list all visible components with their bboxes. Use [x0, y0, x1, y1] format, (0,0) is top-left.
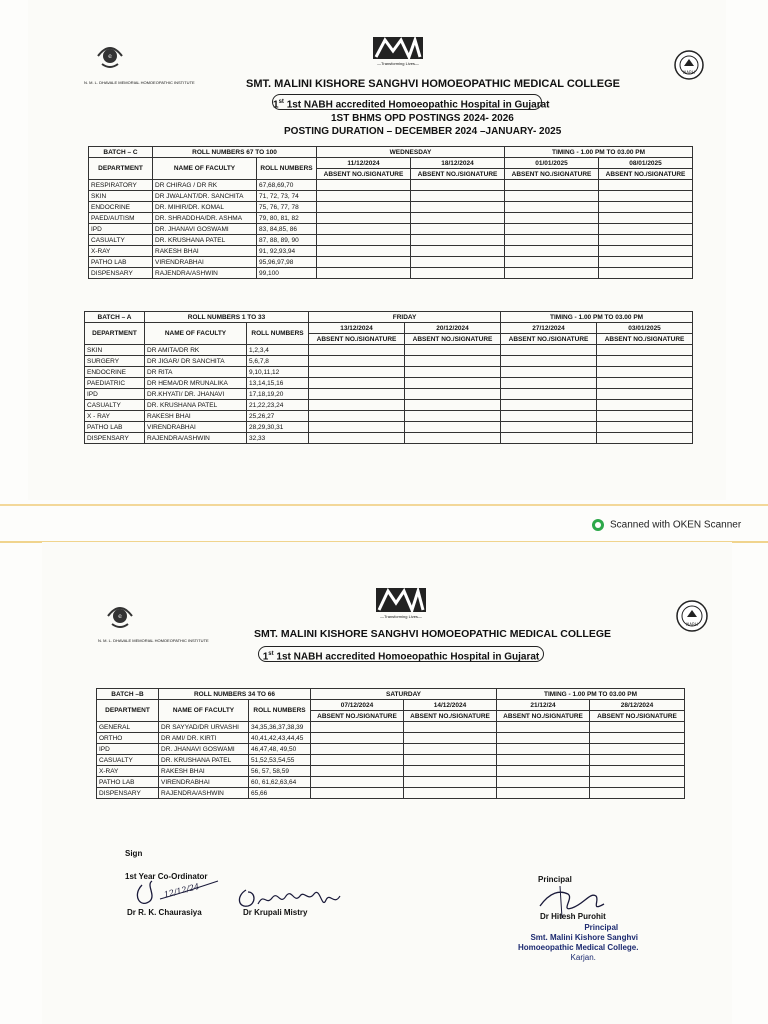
signature-cell[interactable] [597, 400, 693, 411]
signature-cell[interactable] [411, 268, 505, 279]
roll-cell: 83, 84,85, 86 [257, 224, 317, 235]
table-row [89, 202, 693, 213]
coordinator-signature-1 [134, 875, 226, 911]
roll-header: ROLL NUMBERS [249, 700, 311, 722]
signature-cell[interactable] [311, 788, 404, 799]
coordinator-name-2: Dr Krupali Mistry [243, 908, 308, 917]
faculty-cell: DR JWALANT/DR. SANCHITA [153, 191, 257, 202]
faculty-cell: DR. KRUSHANA PATEL [159, 755, 249, 766]
signature-cell[interactable] [317, 235, 411, 246]
svg-text:NABH: NABH [686, 622, 698, 627]
department-cell: CASUALTY [85, 400, 145, 411]
faculty-cell: DR HEMA/DR MRUNALIKA [145, 378, 247, 389]
nabh-tagline-text: 1st NABH accredited Homoeopathic Hospital in Gujarat [286, 99, 550, 111]
signature-cell[interactable] [411, 246, 505, 257]
absent-header: ABSENT NO./SIGNATURE [404, 711, 497, 722]
faculty-cell: RAKESH BHAI [159, 766, 249, 777]
signature-cell[interactable] [590, 788, 685, 799]
date-header: 18/12/2024 [411, 158, 505, 169]
signature-cell[interactable] [599, 213, 693, 224]
scan-edge [0, 504, 768, 506]
signature-cell[interactable] [599, 235, 693, 246]
batch-b-table [96, 688, 685, 799]
faculty-cell: RAKESH BHAI [153, 246, 257, 257]
signature-cell[interactable] [317, 268, 411, 279]
institute-logo [90, 44, 130, 74]
signature-cell[interactable] [317, 191, 411, 202]
department-header: DEPARTMENT [85, 323, 145, 345]
department-cell: DISPENSARY [97, 788, 159, 799]
signature-cell[interactable] [317, 202, 411, 213]
roll-cell: 9,10,11,12 [247, 367, 309, 378]
batch-label: BATCH – C [89, 147, 153, 158]
signature-cell[interactable] [405, 367, 501, 378]
department-cell: ENDOCRINE [89, 202, 153, 213]
signature-cell[interactable] [599, 257, 693, 268]
signature-cell[interactable] [404, 733, 497, 744]
department-cell: DISPENSARY [85, 433, 145, 444]
roll-cell: 28,29,30,31 [247, 422, 309, 433]
signature-cell[interactable] [309, 389, 405, 400]
signature-cell[interactable] [597, 411, 693, 422]
signature-cell[interactable] [501, 356, 597, 367]
date-header: 13/12/2024 [309, 323, 405, 334]
department-cell: PAED/AUTISM [89, 213, 153, 224]
roll-header: ROLL NUMBERS [257, 158, 317, 180]
batch-c-table [88, 146, 693, 279]
roll-cell: 60, 61,62,63,64 [249, 777, 311, 788]
absent-header: ABSENT NO./SIGNATURE [501, 334, 597, 345]
institute-logo [100, 604, 140, 634]
college-logo [373, 37, 423, 59]
signature-cell[interactable] [405, 433, 501, 444]
signature-cell[interactable] [497, 744, 590, 755]
table-row [89, 213, 693, 224]
batch-a-table [84, 311, 693, 444]
roll-range: ROLL NUMBERS 34 TO 66 [159, 689, 311, 700]
timing-label: TIMING - 1.00 PM TO 03.00 PM [497, 689, 685, 700]
day-label: SATURDAY [311, 689, 497, 700]
signature-cell[interactable] [501, 433, 597, 444]
sign-label: Sign [125, 849, 143, 858]
table-row [97, 777, 685, 788]
faculty-header: NAME OF FACULTY [145, 323, 247, 345]
faculty-cell: RAJENDRA/ASHWIN [159, 788, 249, 799]
roll-cell: 75, 76, 77, 78 [257, 202, 317, 213]
signature-cell[interactable] [590, 755, 685, 766]
signature-cell[interactable] [317, 257, 411, 268]
table-row [85, 367, 693, 378]
signature-cell[interactable] [404, 766, 497, 777]
roll-cell: 67,68,69,70 [257, 180, 317, 191]
nabh-seal [674, 50, 704, 80]
faculty-cell: DR AMITA/DR RK [145, 345, 247, 356]
roll-cell: 99,100 [257, 268, 317, 279]
nabh-tagline-text: 1st NABH accredited Homoeopathic Hospital in Gujarat [276, 651, 540, 663]
signature-cell[interactable] [405, 356, 501, 367]
date-header: 01/01/2025 [505, 158, 599, 169]
faculty-cell: VIRENDRABHAI [145, 422, 247, 433]
stamp-line: Smt. Malini Kishore Sanghvi [530, 933, 639, 942]
date-header: 14/12/2024 [404, 700, 497, 711]
date-header: 27/12/2024 [501, 323, 597, 334]
roll-cell: 71, 72, 73, 74 [257, 191, 317, 202]
table-row [85, 378, 693, 389]
signature-cell[interactable] [597, 433, 693, 444]
faculty-cell: RAJENDRA/ASHWIN [153, 268, 257, 279]
department-cell: ORTHO [97, 733, 159, 744]
department-cell: SURGERY [85, 356, 145, 367]
date-header: 21/12/24 [497, 700, 590, 711]
signature-cell[interactable] [405, 411, 501, 422]
roll-cell: 46,47,48, 49,50 [249, 744, 311, 755]
faculty-cell: DR.KHYATI/ DR. JHANAVI [145, 389, 247, 400]
signature-cell[interactable] [309, 400, 405, 411]
roll-cell: 91, 92,93,94 [257, 246, 317, 257]
date-header: 28/12/2024 [590, 700, 685, 711]
college-name: SMT. MALINI KISHORE SANGHVI HOMOEOPATHIC MEDICAL COLLEGE [254, 628, 612, 640]
signature-cell[interactable] [505, 235, 599, 246]
coordinator-name-1: Dr R. K. Chaurasiya [127, 908, 202, 917]
faculty-cell: DR CHIRAG / DR RK [153, 180, 257, 191]
signature-cell[interactable] [311, 777, 404, 788]
signature-cell[interactable] [497, 777, 590, 788]
signature-cell[interactable] [317, 224, 411, 235]
absent-header: ABSENT NO./SIGNATURE [497, 711, 590, 722]
table-row [97, 744, 685, 755]
department-header: DEPARTMENT [97, 700, 159, 722]
scanner-icon [592, 519, 604, 531]
faculty-cell: VIRENDRABHAI [159, 777, 249, 788]
department-cell: GENERAL [97, 722, 159, 733]
principal-name: Dr Hitesh Purohit [540, 912, 606, 921]
table-row [85, 411, 693, 422]
signature-cell[interactable] [309, 356, 405, 367]
roll-cell: 21,22,23,24 [247, 400, 309, 411]
nabh-tagline: 1st 1st NABH accredited Homoeopathic Hospital in Gujarat [258, 646, 544, 662]
table-row [97, 733, 685, 744]
signature-cell[interactable] [599, 202, 693, 213]
college-logo [376, 588, 426, 612]
absent-header: ABSENT NO./SIGNATURE [311, 711, 404, 722]
signature-cell[interactable] [590, 733, 685, 744]
batch-label: BATCH – A [85, 312, 145, 323]
college-name: SMT. MALINI KISHORE SANGHVI HOMOEOPATHIC MEDICAL COLLEGE [246, 78, 621, 90]
date-header: 20/12/2024 [405, 323, 501, 334]
signature-cell[interactable] [597, 367, 693, 378]
signature-cell[interactable] [599, 246, 693, 257]
roll-cell: 5,6,7,8 [247, 356, 309, 367]
signature-cell[interactable] [404, 744, 497, 755]
department-cell: DISPENSARY [89, 268, 153, 279]
signature-cell[interactable] [505, 213, 599, 224]
signature-cell[interactable] [497, 788, 590, 799]
signature-cell[interactable] [599, 224, 693, 235]
signature-cell[interactable] [501, 378, 597, 389]
signature-cell[interactable] [311, 744, 404, 755]
roll-cell: 32,33 [247, 433, 309, 444]
roll-cell: 65,66 [249, 788, 311, 799]
table-row [97, 788, 685, 799]
signature-cell[interactable] [405, 345, 501, 356]
roll-cell: 1,2,3,4 [247, 345, 309, 356]
signature-cell[interactable] [317, 246, 411, 257]
signature-cell[interactable] [311, 766, 404, 777]
day-label: FRIDAY [309, 312, 501, 323]
signature-cell[interactable] [497, 755, 590, 766]
signature-cell[interactable] [309, 378, 405, 389]
date-header: 11/12/2024 [317, 158, 411, 169]
table-row [89, 257, 693, 268]
roll-cell: 51,52,53,54,55 [249, 755, 311, 766]
faculty-cell: RAKESH BHAI [145, 411, 247, 422]
signature-cell[interactable] [505, 246, 599, 257]
signature-cell[interactable] [404, 755, 497, 766]
stamp-line: Homoeopathic Medical College. [518, 943, 639, 952]
roll-range: ROLL NUMBERS 1 TO 33 [145, 312, 309, 323]
signature-cell[interactable] [501, 411, 597, 422]
roll-cell: 34,35,36,37,38,39 [249, 722, 311, 733]
faculty-cell: DR. KRUSHANA PATEL [145, 400, 247, 411]
principal-stamp [518, 923, 639, 963]
signature-cell[interactable] [404, 788, 497, 799]
faculty-cell: DR. JHANAVI GOSWAMI [159, 744, 249, 755]
table-row [89, 246, 693, 257]
department-cell: ENDOCRINE [85, 367, 145, 378]
absent-header: ABSENT NO./SIGNATURE [599, 169, 693, 180]
signature-cell[interactable] [311, 755, 404, 766]
signature-cell[interactable] [497, 733, 590, 744]
signature-cell[interactable] [597, 378, 693, 389]
date-header: 03/01/2025 [597, 323, 693, 334]
roll-cell: 79, 80, 81, 82 [257, 213, 317, 224]
signature-cell[interactable] [411, 180, 505, 191]
day-label: WEDNESDAY [317, 147, 505, 158]
absent-header: ABSENT NO./SIGNATURE [309, 334, 405, 345]
faculty-cell: DR. JHANAVI GOSWAMI [153, 224, 257, 235]
faculty-cell: DR. MIHIR/DR. KOMAL [153, 202, 257, 213]
table-row [89, 235, 693, 246]
signature-cell[interactable] [405, 378, 501, 389]
roll-cell: 17,18,19,20 [247, 389, 309, 400]
institute-logo-text: N. M. L. DHAVALE MEMORIAL HOMOEOPATHIC INSTITUTE [98, 638, 209, 643]
department-cell: IPD [85, 389, 145, 400]
signature-cell[interactable] [309, 422, 405, 433]
signature-cell[interactable] [317, 180, 411, 191]
signature-cell[interactable] [505, 257, 599, 268]
signature-cell[interactable] [405, 422, 501, 433]
signature-cell[interactable] [505, 180, 599, 191]
department-cell: CASUALTY [97, 755, 159, 766]
absent-header: ABSENT NO./SIGNATURE [317, 169, 411, 180]
timing-label: TIMING - 1.00 PM TO 03.00 PM [505, 147, 693, 158]
department-cell: PATHO LAB [89, 257, 153, 268]
faculty-cell: DR. KRUSHANA PATEL [153, 235, 257, 246]
department-header: DEPARTMENT [89, 158, 153, 180]
signature-cell[interactable] [411, 191, 505, 202]
department-cell: X-RAY [89, 246, 153, 257]
signature-cell[interactable] [497, 722, 590, 733]
svg-text:NABH: NABH [683, 70, 695, 75]
table-row [89, 268, 693, 279]
roll-range: ROLL NUMBERS 67 TO 100 [153, 147, 317, 158]
timing-label: TIMING - 1.00 PM TO 03.00 PM [501, 312, 693, 323]
signature-cell[interactable] [590, 777, 685, 788]
department-cell: PATHO LAB [85, 422, 145, 433]
signature-cell[interactable] [505, 224, 599, 235]
stamp-line: Principal [584, 923, 619, 932]
faculty-cell: DR AMI/ DR. KIRTI [159, 733, 249, 744]
batch-label: BATCH –B [97, 689, 159, 700]
roll-cell: 87, 88, 89, 90 [257, 235, 317, 246]
absent-header: ABSENT NO./SIGNATURE [505, 169, 599, 180]
faculty-cell: RAJENDRA/ASHWIN [145, 433, 247, 444]
department-cell: CASUALTY [89, 235, 153, 246]
table-row [97, 755, 685, 766]
nabh-tagline: 1st 1st NABH accredited Homoeopathic Hospital in Gujarat [272, 94, 542, 110]
signature-cell[interactable] [309, 433, 405, 444]
posting-sheet-2 [42, 542, 732, 1024]
table-row [89, 180, 693, 191]
posting-duration: POSTING DURATION – DECEMBER 2024 –JANUARY- 2025 [284, 126, 562, 137]
absent-header: ABSENT NO./SIGNATURE [411, 169, 505, 180]
faculty-header: NAME OF FACULTY [153, 158, 257, 180]
department-cell: PATHO LAB [97, 777, 159, 788]
college-logo-motto: —Transforming Lives— [377, 61, 419, 66]
signature-cell[interactable] [311, 722, 404, 733]
absent-header: ABSENT NO./SIGNATURE [590, 711, 685, 722]
signature-cell[interactable] [599, 191, 693, 202]
roll-cell: 40,41,42,43,44,45 [249, 733, 311, 744]
table-row [85, 356, 693, 367]
department-cell: X-RAY [97, 766, 159, 777]
absent-header: ABSENT NO./SIGNATURE [405, 334, 501, 345]
signature-cell[interactable] [405, 400, 501, 411]
signature-cell[interactable] [311, 733, 404, 744]
signature-cell[interactable] [501, 400, 597, 411]
signature-cell[interactable] [501, 422, 597, 433]
department-cell: IPD [89, 224, 153, 235]
department-cell: PAEDIATRIC [85, 378, 145, 389]
signature-cell[interactable] [599, 180, 693, 191]
svg-text:12/12/24: 12/12/24 [163, 881, 201, 900]
stamp-line: Karjan. [570, 953, 596, 962]
posting-sheet-1 [28, 0, 726, 500]
department-cell: SKIN [85, 345, 145, 356]
principal-label: Principal [538, 875, 572, 884]
table-row [85, 433, 693, 444]
signature-cell[interactable] [501, 345, 597, 356]
signature-cell[interactable] [597, 345, 693, 356]
signature-cell[interactable] [590, 766, 685, 777]
scanner-watermark [592, 519, 741, 531]
roll-cell: 25,26,27 [247, 411, 309, 422]
faculty-cell: DR. SHRADDHA/DR. ASHMA [153, 213, 257, 224]
department-cell: SKIN [89, 191, 153, 202]
signature-cell[interactable] [404, 777, 497, 788]
table-row [85, 389, 693, 400]
signature-cell[interactable] [590, 722, 685, 733]
signature-cell[interactable] [505, 268, 599, 279]
roll-cell: 56, 57, 58,59 [249, 766, 311, 777]
signature-cell[interactable] [317, 213, 411, 224]
signature-cell[interactable] [411, 213, 505, 224]
signature-cell[interactable] [404, 722, 497, 733]
absent-header: ABSENT NO./SIGNATURE [597, 334, 693, 345]
department-cell: RESPIRATORY [89, 180, 153, 191]
signature-cell[interactable] [590, 744, 685, 755]
signature-cell[interactable] [411, 224, 505, 235]
signature-cell[interactable] [597, 389, 693, 400]
signature-cell[interactable] [599, 268, 693, 279]
department-cell: X - RAY [85, 411, 145, 422]
coordinator-label: 1st Year Co-Ordinator [125, 872, 208, 881]
faculty-cell: DR RITA [145, 367, 247, 378]
signature-cell[interactable] [411, 202, 505, 213]
table-row [89, 224, 693, 235]
date-header: 08/01/2025 [599, 158, 693, 169]
scanner-label: Scanned with OKEN Scanner [610, 519, 742, 531]
signature-cell[interactable] [597, 422, 693, 433]
roll-cell: 95,96,97,98 [257, 257, 317, 268]
signature-cell[interactable] [309, 345, 405, 356]
college-logo-motto: —Transforming Lives— [380, 614, 422, 619]
faculty-cell: VIRENDRABHAI [153, 257, 257, 268]
signature-cell[interactable] [497, 766, 590, 777]
posting-title: 1ST BHMS OPD POSTINGS 2024- 2026 [331, 113, 514, 124]
svg-text:e: e [118, 613, 122, 620]
table-row [85, 400, 693, 411]
signature-cell[interactable] [405, 389, 501, 400]
signature-cell[interactable] [309, 367, 405, 378]
faculty-header: NAME OF FACULTY [159, 700, 249, 722]
department-cell: IPD [97, 744, 159, 755]
faculty-cell: DR SAYYAD/DR URVASHI [159, 722, 249, 733]
table-row [89, 191, 693, 202]
signature-cell[interactable] [505, 202, 599, 213]
faculty-cell: DR JIGAR/ DR SANCHITA [145, 356, 247, 367]
signature-cell[interactable] [411, 257, 505, 268]
table-row [85, 345, 693, 356]
signature-cell[interactable] [309, 411, 405, 422]
date-header: 07/12/2024 [311, 700, 404, 711]
roll-cell: 13,14,15,16 [247, 378, 309, 389]
signature-cell[interactable] [501, 389, 597, 400]
signature-cell[interactable] [597, 356, 693, 367]
signature-cell[interactable] [501, 367, 597, 378]
table-row [97, 766, 685, 777]
svg-text:e: e [108, 53, 112, 60]
institute-logo-text: N. M. L. DHAVALE MEMORIAL HOMOEOPATHIC INSTITUTE [84, 80, 195, 85]
table-row [85, 422, 693, 433]
table-row [97, 722, 685, 733]
signature-cell[interactable] [411, 235, 505, 246]
signature-cell[interactable] [505, 191, 599, 202]
roll-header: ROLL NUMBERS [247, 323, 309, 345]
nabh-seal [676, 600, 708, 632]
